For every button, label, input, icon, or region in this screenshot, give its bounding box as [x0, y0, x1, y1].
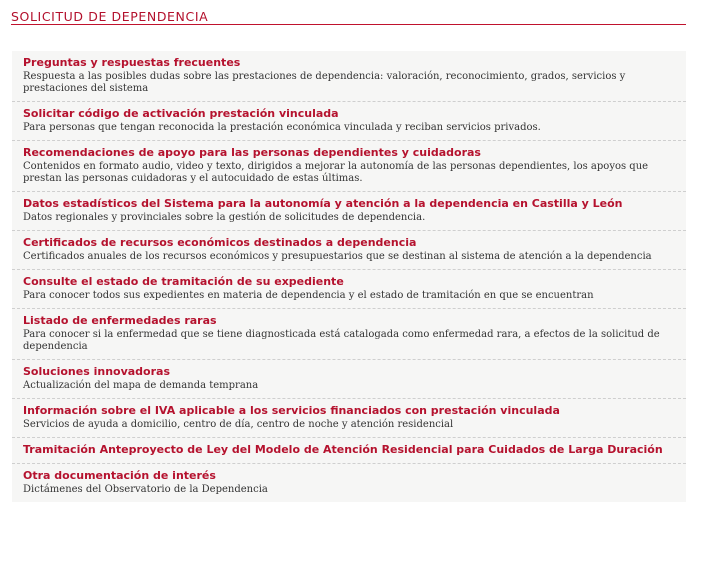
item-link-rare-diseases[interactable]: Listado de enfermedades raras — [23, 314, 217, 327]
item-link-certificates[interactable]: Certificados de recursos económicos destinados a dependencia — [23, 236, 417, 249]
list-item-rare-diseases — [12, 309, 686, 360]
list-item-innovative-solutions — [12, 360, 686, 399]
item-link-activation-code[interactable]: Solicitar código de activación prestación vinculada — [23, 107, 339, 120]
list-item-draft-law — [12, 438, 686, 464]
list-item-activation-code — [12, 102, 686, 141]
list-item-other-docs — [12, 464, 686, 502]
item-link-other-docs[interactable]: Otra documentación de interés — [23, 469, 216, 482]
item-link-vat-info[interactable]: Información sobre el IVA aplicable a los servicios financiados con prestación vinculada — [23, 404, 560, 417]
item-description: Certificados anuales de los recursos económicos y presupuestarios que se destinan al sistema de atención a la dependencia — [23, 251, 652, 262]
item-description: Datos regionales y provinciales sobre la gestión de solicitudes de dependencia. — [23, 212, 426, 223]
item-description: Dictámenes del Observatorio de la Dependencia — [23, 484, 268, 495]
list-item-statistics — [12, 192, 686, 231]
item-description: Servicios de ayuda a domicilio, centro de día, centro de noche y atención residencial — [23, 419, 454, 430]
item-description: Actualización del mapa de demanda temprana — [23, 380, 259, 391]
resource-list — [12, 51, 686, 502]
list-item-support-recommendations — [12, 141, 686, 192]
list-item-file-status — [12, 270, 686, 309]
item-link-support-recommendations[interactable]: Recomendaciones de apoyo para las personas dependientes y cuidadoras — [23, 146, 481, 159]
item-link-draft-law[interactable]: Tramitación Anteproyecto de Ley del Modelo de Atención Residencial para Cuidados de Larga Duración — [23, 443, 663, 456]
list-item-faq — [12, 51, 686, 102]
list-item-certificates — [12, 231, 686, 270]
item-description: Para personas que tengan reconocida la prestación económica vinculada y reciban servicios privados. — [23, 122, 541, 133]
item-description: Para conocer todos sus expedientes en materia de dependencia y el estado de tramitación en que se encuentran — [23, 290, 594, 301]
item-link-innovative-solutions[interactable]: Soluciones innovadoras — [23, 365, 171, 378]
list-item-vat-info — [12, 399, 686, 438]
item-description: Para conocer si la enfermedad que se tiene diagnosticada está catalogada como enfermedad rara, a efectos de la solicitud de dependencia — [23, 329, 660, 352]
page-title: SOLICITUD DE DEPENDENCIA — [11, 9, 209, 24]
item-link-file-status[interactable]: Consulte el estado de tramitación de su expediente — [23, 275, 344, 288]
section-header — [11, 10, 686, 25]
item-description: Contenidos en formato audio, video y texto, dirigidos a mejorar la autonomía de las personas dependientes, los apoyos que prestan las personas cuidadoras y el autocuidado de estas últimas. — [23, 161, 649, 184]
item-link-faq[interactable]: Preguntas y respuestas frecuentes — [23, 56, 241, 69]
item-link-statistics[interactable]: Datos estadísticos del Sistema para la autonomía y atención a la dependencia en Castilla y León — [23, 197, 623, 210]
item-description: Respuesta a las posibles dudas sobre las prestaciones de dependencia: valoración, reconocimiento, grados, servicios y prestaciones del sistema — [23, 71, 626, 94]
